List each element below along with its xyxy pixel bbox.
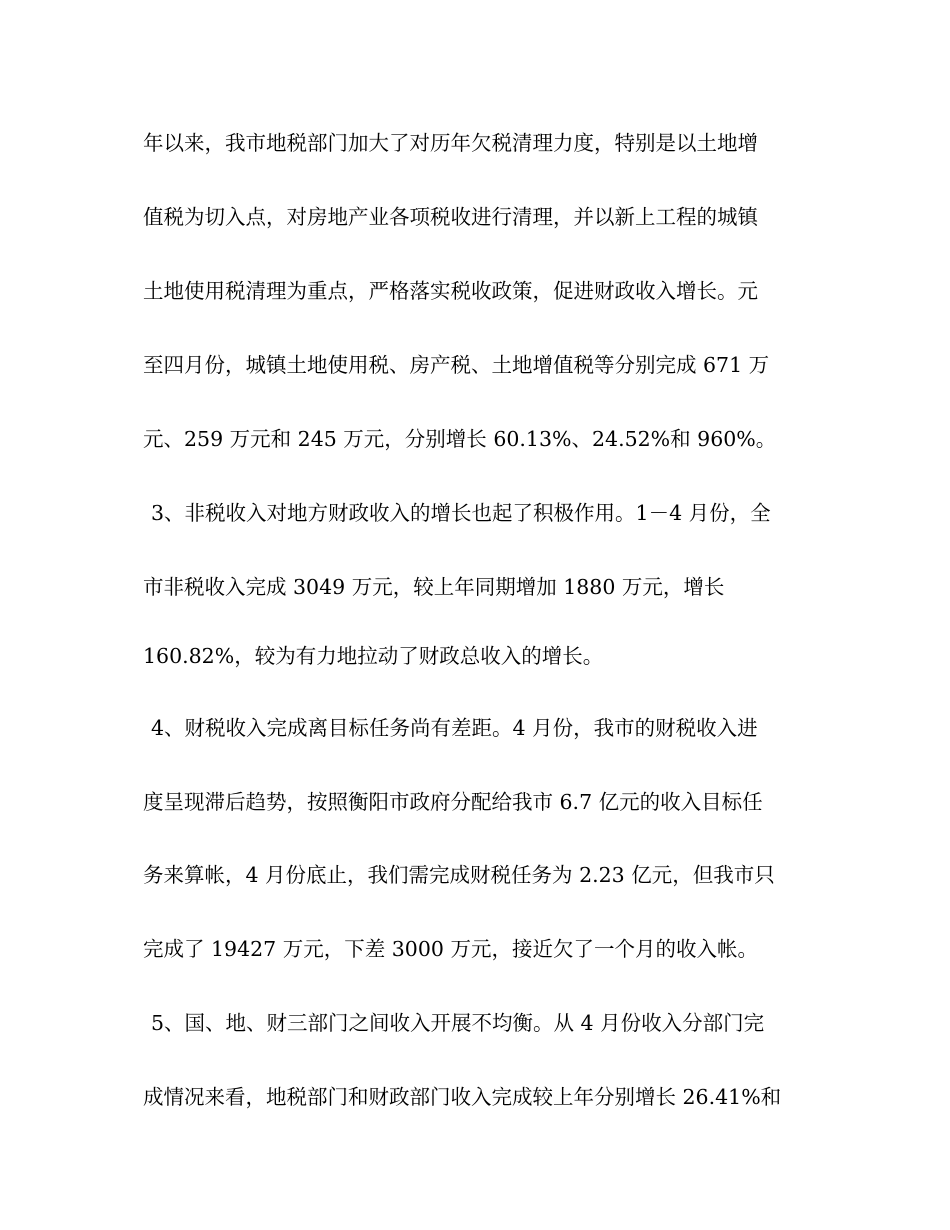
paragraph-line: 至四月份，城镇土地使用税、房产税、土地增值税等分别完成 671 万	[143, 353, 770, 377]
paragraph-line: 年以来，我市地税部门加大了对历年欠税清理力度，特别是以土地增	[143, 131, 758, 155]
paragraph-line: 4、财税收入完成离目标任务尚有差距。4 月份，我市的财税收入进	[151, 716, 758, 740]
paragraph-line: 土地使用税清理为重点，严格落实税收政策，促进财政收入增长。元	[143, 279, 758, 303]
paragraph-line: 3、非税收入对地方财政收入的增长也起了积极作用。1－4 月份，全	[151, 501, 771, 525]
paragraph-line: 值税为切入点，对房地产业各项税收进行清理，并以新上工程的城镇	[143, 205, 758, 229]
paragraph-line: 市非税收入完成 3049 万元，较上年同期增加 1880 万元，增长	[143, 575, 725, 599]
paragraph-line: 元、259 万元和 245 万元，分别增长 60.13%、24.52%和 960%。	[143, 427, 777, 451]
paragraph-line: 5、国、地、财三部门之间收入开展不均衡。从 4 月份收入分部门完	[151, 1011, 765, 1035]
paragraph-line: 完成了 19427 万元，下差 3000 万元，接近欠了一个月的收入帐。	[143, 937, 758, 961]
paragraph-line: 160.82%，较为有力地拉动了财政总收入的增长。	[143, 644, 604, 668]
paragraph-line: 度呈现滞后趋势，按照衡阳市政府分配给我市 6.7 亿元的收入目标任	[143, 790, 763, 814]
paragraph-line: 务来算帐，4 月份底止，我们需完成财税任务为 2.23 亿元，但我市只	[143, 863, 775, 887]
paragraph-line: 成情况来看，地税部门和财政部门收入完成较上年分别增长 26.41%和	[143, 1085, 782, 1109]
